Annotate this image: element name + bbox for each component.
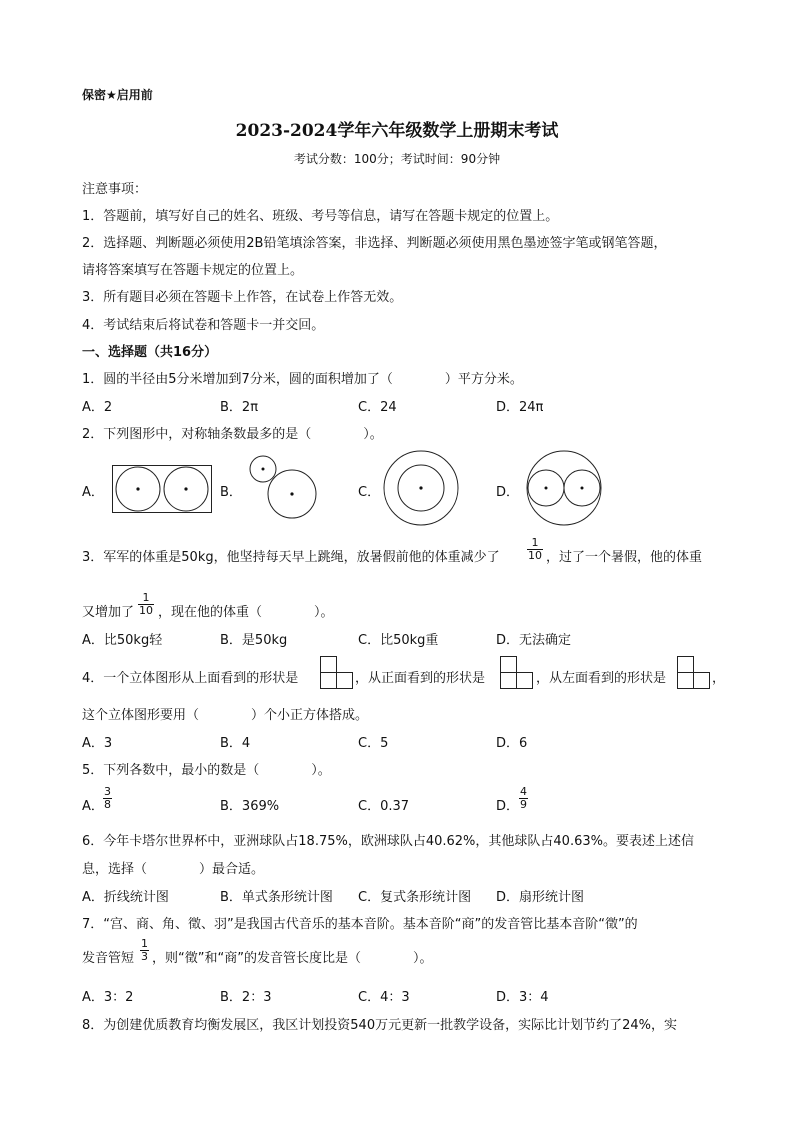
exam-info: 考试分数：100分；考试时间：90分钟 (293, 152, 501, 166)
question-4-option-b: B．4 (220, 736, 251, 751)
top-view-shape-icon (320, 656, 354, 690)
question-7-line-2a: 发音管短 (82, 951, 135, 966)
question-3-option-a: A．比50kg轻 (82, 633, 163, 648)
question-5-stem: 5．下列各数中，最小的数是（ ）。 (82, 763, 331, 778)
notice-item: 1．答题前，填写好自己的姓名、班级、考号等信息，请写在答题卡规定的位置上。 (82, 209, 559, 224)
question-3-line-2b: ，现在他的体重（ ）。 (158, 605, 334, 620)
fraction-one-tenth (138, 592, 154, 617)
fraction-denominator: 8 (104, 798, 111, 811)
question-6-line-2: 息，选择（ ）最合适。 (82, 862, 265, 877)
notice-heading: 注意事项： (82, 182, 148, 197)
question-5-option-b: B．369% (220, 799, 280, 814)
fraction-denominator: 10 (528, 549, 542, 562)
fraction-numerator: 1 (141, 937, 148, 950)
question-7-option-b: B．2：3 (220, 990, 272, 1005)
question-7-option-c: C．4：3 (358, 990, 410, 1005)
question-4-option-d: D．6 (496, 736, 528, 751)
question-7-line-1: 7．“宫、商、角、徵、羽”是我国古代音乐的基本音阶。基本音阶“商”的发音管比基本音阶“徵”的 (82, 917, 638, 932)
question-2-option-c: C． (358, 485, 381, 500)
question-1-option-b: B．2π (220, 400, 259, 415)
question-4-line-1a: 4．一个立体图形从上面看到的形状是 (82, 671, 299, 686)
fraction-one-third (140, 938, 149, 963)
question-1-stem: 1．圆的半径由5分米增加到7分米，圆的面积增加了（ ）平方分米。 (82, 372, 523, 387)
question-3-line-1a: 3．军军的体重是50kg，他坚持每天早上跳绳，放暑假前他的体重减少了 (82, 550, 500, 565)
fraction-denominator: 9 (520, 798, 527, 811)
section-heading: 一、选择题（共16分） (82, 345, 218, 360)
question-1-option-c: C．24 (358, 400, 397, 415)
question-4-line-1d: ， (712, 671, 726, 686)
figure-a-two-circles-in-rectangle (112, 465, 212, 513)
question-4-line-1c: ，从左面看到的形状是 (536, 671, 667, 686)
fraction-four-ninths (519, 786, 528, 811)
fraction-numerator: 1 (142, 591, 150, 604)
fraction-one-tenth (527, 537, 543, 562)
notice-item: 3．所有题目必须在答题卡上作答，在试卷上作答无效。 (82, 290, 403, 305)
question-3-line-2a: 又增加了 (82, 605, 135, 620)
figure-c-concentric-circles (383, 450, 463, 530)
question-4-line-1b: ，从正面看到的形状是 (355, 671, 486, 686)
page-title: 2023-2024学年六年级数学上册期末考试 (235, 121, 559, 141)
front-view-shape-icon (500, 656, 534, 690)
left-view-shape-icon (677, 656, 711, 690)
question-6-option-c: C．复式条形统计图 (358, 890, 472, 905)
question-2-stem: 2．下列图形中，对称轴条数最多的是（ ）。 (82, 427, 383, 442)
question-6-option-d: D．扇形统计图 (496, 890, 585, 905)
notice-item: 2．选择题、判断题必须使用2B铅笔填涂答案，非选择、判断题必须使用黑色墨迹签字笔或钢笔答题， (82, 236, 667, 251)
question-3-option-c: C．比50kg重 (358, 633, 439, 648)
question-7-line-2b: ，则“徵”和“商”的发音管长度比是（ ）。 (152, 951, 433, 966)
question-1-option-d: D．24π (496, 400, 544, 415)
fraction-three-eighths (103, 786, 112, 811)
figure-d-two-circles-in-circle (526, 450, 606, 530)
question-1-option-a: A．2 (82, 400, 113, 415)
question-5-option-d-label: D． (496, 799, 520, 814)
question-7-option-d: D．3：4 (496, 990, 549, 1005)
question-3-option-b: B．是50kg (220, 633, 288, 648)
question-6-option-b: B．单式条形统计图 (220, 890, 333, 905)
question-3-option-d: D．无法确定 (496, 633, 572, 648)
fraction-numerator: 4 (520, 785, 527, 798)
question-2-option-b: B． (220, 485, 242, 500)
fraction-denominator: 10 (139, 604, 153, 617)
question-3-line-1b: ，过了一个暑假，他的体重 (546, 550, 703, 565)
figure-b-two-unequal-circles (248, 455, 318, 520)
question-6-option-a: A．折线统计图 (82, 890, 169, 905)
question-5-option-c: C．0.37 (358, 799, 410, 814)
question-4-option-c: C．5 (358, 736, 389, 751)
question-4-line-2: 这个立体图形要用（ ）个小正方体搭成。 (82, 708, 369, 723)
question-8-line-1: 8．为创建优质教育均衡发展区，我区计划投资540万元更新一批教学设备，实际比计划节约了24%，实 (82, 1018, 677, 1033)
notice-item: 请将答案填写在答题卡规定的位置上。 (82, 263, 304, 278)
question-5-option-a-label: A． (82, 799, 104, 814)
fraction-numerator: 1 (531, 536, 539, 549)
question-4-option-a: A．3 (82, 736, 113, 751)
confidential-label: 保密★启用前 (82, 88, 153, 102)
notice-item: 4．考试结束后将试卷和答题卡一并交回。 (82, 318, 325, 333)
question-2-option-a: A． (82, 485, 104, 500)
question-2-option-d: D． (496, 485, 520, 500)
question-6-line-1: 6．今年卡塔尔世界杯中，亚洲球队占18.75%，欧洲球队占40.62%，其他球队占40.63%。要表述上述信 (82, 834, 694, 849)
fraction-denominator: 3 (141, 950, 148, 963)
fraction-numerator: 3 (104, 785, 111, 798)
question-7-option-a: A．3：2 (82, 990, 134, 1005)
